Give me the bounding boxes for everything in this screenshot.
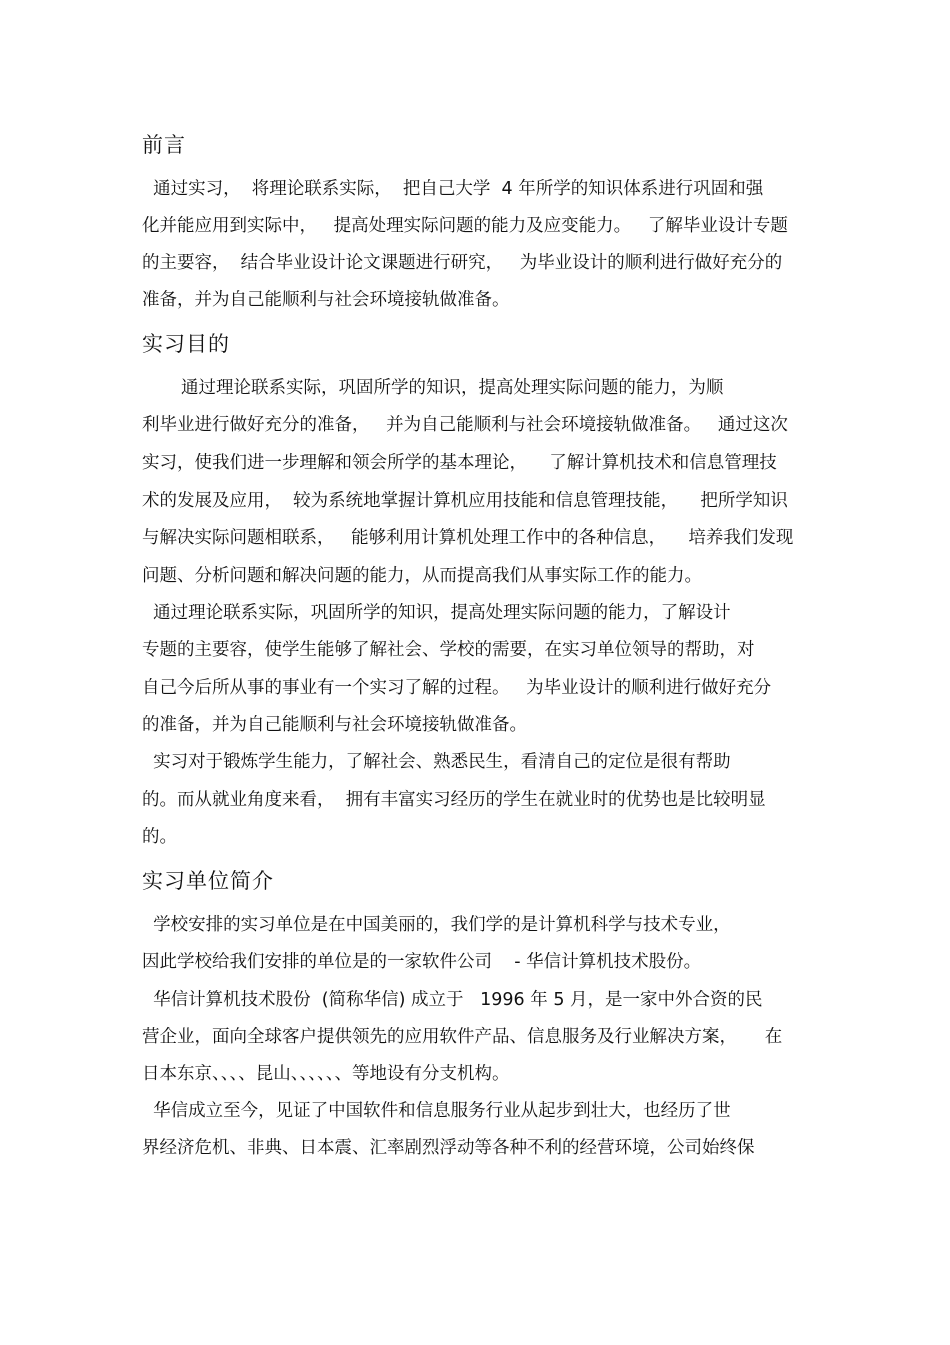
section-heading-company-intro: 实习单位简介 [142,869,274,893]
paragraph-line: 通过实习， 将理论联系实际， 把自己大学 4 年所学的知识体系进行巩固和强 [142,179,764,199]
paragraph-line: 的主要容， 结合毕业设计论文课题进行研究， 为毕业设计的顺利进行做好充分的 [142,253,783,273]
paragraph-line: 的。而从就业角度来看， 拥有丰富实习经历的学生在就业时的优势也是比较明显 [142,790,766,810]
paragraph-line: 的准备，并为自己能顺利与社会环境接轨做准备。 [142,715,527,735]
paragraph-line: 准备，并为自己能顺利与社会环境接轨做准备。 [142,290,510,310]
paragraph-line: 华信成立至今，见证了中国软件和信息服务行业从起步到壮大，也经历了世 [142,1101,731,1121]
paragraph-line: 通过理论联系实际，巩固所学的知识，提高处理实际问题的能力，为顺 [142,378,724,398]
paragraph-line: 问题、分析问题和解决问题的能力，从而提高我们从事实际工作的能力。 [142,566,702,586]
paragraph-line: 化并能应用到实际中， 提高处理实际问题的能力及应变能力。 了解毕业设计专题 [142,216,788,236]
paragraph-line: 界经济危机、非典、日本震、汇率剧烈浮动等各种不利的经营环境，公司始终保 [142,1138,755,1158]
paragraph-line: 华信计算机技术股份 (简称华信) 成立于 1996 年 5 月，是一家中外合资的民 [142,990,763,1010]
paragraph-line: 利毕业进行做好充分的准备， 并为自己能顺利与社会环境接轨做准备。 通过这次 [142,415,788,435]
paragraph-line: 日本东京、、、、昆山、、、、、、等地设有分支机构。 [142,1064,510,1084]
paragraph-line: 因此学校给我们安排的单位是的一家软件公司 - 华信计算机技术股份。 [142,952,702,972]
section-heading-purpose: 实习目的 [142,332,230,356]
paragraph-line: 营企业，面向全球客户提供领先的应用软件产品、信息服务及行业解决方案， 在 [142,1027,783,1047]
section-heading-preface: 前言 [142,133,186,157]
paragraph-line: 通过理论联系实际，巩固所学的知识，提高处理实际问题的能力，了解设计 [142,603,731,623]
paragraph-line: 的。 [142,827,177,847]
paragraph-line: 与解决实际问题相联系， 能够利用计算机处理工作中的各种信息， 培养我们发现 [142,528,794,548]
paragraph-line: 自己今后所从事的事业有一个实习了解的过程。 为毕业设计的顺利进行做好充分 [142,678,772,698]
paragraph-line: 实习，使我们进一步理解和领会所学的基本理论， 了解计算机技术和信息管理技 [142,453,777,473]
paragraph-line: 术的发展及应用， 较为系统地掌握计算机应用技能和信息管理技能， 把所学知识 [142,491,788,511]
paragraph-line: 实习对于锻炼学生能力，了解社会、熟悉民生，看清自己的定位是很有帮助 [142,752,731,772]
paragraph-line: 专题的主要容，使学生能够了解社会、学校的需要，在实习单位领导的帮助，对 [142,640,755,660]
paragraph-line: 学校安排的实习单位是在中国美丽的，我们学的是计算机科学与技术专业， [142,915,731,935]
